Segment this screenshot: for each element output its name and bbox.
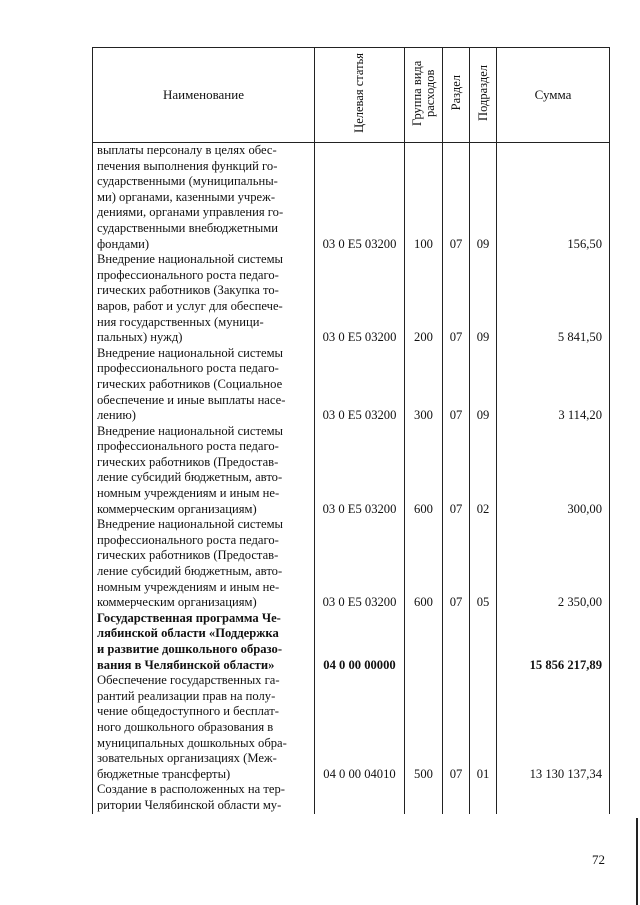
row-section [443, 782, 470, 813]
row-name-line: сударственными (муниципальны- [97, 174, 278, 189]
row-group: 100 [405, 143, 443, 253]
row-section: 07 [443, 424, 470, 518]
row-sum: 2 350,00 [497, 517, 610, 611]
header-target-label: Целевая статья [352, 53, 366, 133]
budget-table [92, 47, 610, 814]
row-section: 07 [443, 517, 470, 611]
row-name-line: муниципальных дошкольных обра- [97, 735, 287, 750]
row-sum: 5 841,50 [497, 252, 610, 346]
row-name-line: Внедрение национальной системы [97, 423, 284, 438]
row-name-line: сударственными внебюджетными [97, 220, 278, 235]
row-section: 07 [443, 143, 470, 253]
row-name-line: бюджетные трансферты) [97, 766, 231, 781]
header-section-label: Раздел [448, 75, 463, 111]
row-name-line: лению) [97, 408, 136, 423]
header-section [443, 48, 470, 143]
row-name-line: гических работников (Социальное [97, 376, 283, 391]
page-edge-line [636, 818, 638, 905]
header-name: Наименование [93, 48, 315, 143]
row-subsection: 09 [470, 252, 497, 346]
table-row [93, 346, 610, 424]
row-group: 600 [405, 517, 443, 611]
row-name-line: Обеспечение государственных га- [97, 673, 280, 688]
row-name-line: и развитие дошкольного образо- [97, 642, 283, 656]
row-name-line: Внедрение национальной системы [97, 252, 284, 267]
row-target: 04 0 00 04010 [315, 673, 405, 782]
table-body [93, 143, 610, 814]
row-name-line: печения выполнения функций го- [97, 158, 278, 173]
row-name [93, 611, 315, 673]
row-name-line: гических работников (Предостав- [97, 454, 279, 469]
row-name-line: профессионального роста педаго- [97, 439, 279, 454]
row-target: 03 0 Е5 03200 [315, 252, 405, 346]
row-name-line: рантий реализации прав на полу- [97, 688, 276, 703]
row-sum: 3 114,20 [497, 346, 610, 424]
row-name [93, 424, 315, 518]
header-sum: Сумма [497, 48, 610, 143]
row-sum: 15 856 217,89 [497, 611, 610, 673]
row-name [93, 143, 315, 253]
row-name-line: номным учреждениям и иным не- [97, 579, 280, 594]
row-name [93, 782, 315, 813]
row-subsection: 09 [470, 143, 497, 253]
row-name-line: варов, работ и услуг для обеспече- [97, 298, 283, 313]
row-name-line: ми) органами, казенными учреж- [97, 189, 276, 204]
row-target: 03 0 Е5 03200 [315, 424, 405, 518]
row-name-line: профессионального роста педаго- [97, 267, 279, 282]
row-name-line: гических работников (Закупка то- [97, 283, 279, 298]
row-name [93, 252, 315, 346]
row-name-line: ление субсидий бюджетным, авто- [97, 470, 283, 485]
table-row [93, 782, 610, 813]
row-name-line: ление субсидий бюджетным, авто- [97, 564, 283, 579]
row-name-line: профессионального роста педаго- [97, 361, 279, 376]
row-name-line: выплаты персоналу в целях обес- [97, 143, 277, 157]
row-subsection [470, 611, 497, 673]
row-name-line: пальных) нужд) [97, 330, 183, 345]
row-target: 03 0 Е5 03200 [315, 143, 405, 253]
row-section [443, 611, 470, 673]
row-name [93, 673, 315, 782]
table-row [93, 611, 610, 673]
row-name-line: лябинской области «Поддержка [97, 626, 279, 641]
table-row [93, 673, 610, 782]
row-name-line: Государственная программа Че- [97, 610, 281, 625]
row-name-line: Внедрение национальной системы [97, 345, 284, 360]
row-name-line: чение общедоступного и бесплат- [97, 704, 279, 719]
row-name-line: зовательных организациях (Меж- [97, 751, 277, 766]
table-row [93, 424, 610, 518]
row-name [93, 346, 315, 424]
row-group [405, 782, 443, 813]
row-section: 07 [443, 673, 470, 782]
row-subsection: 02 [470, 424, 497, 518]
row-section: 07 [443, 252, 470, 346]
header-group-label: Группа вида расходов [409, 60, 437, 126]
page-number: 72 [592, 852, 605, 867]
header-target [315, 48, 405, 143]
row-target: 03 0 Е5 03200 [315, 346, 405, 424]
row-section: 07 [443, 346, 470, 424]
row-sum: 300,00 [497, 424, 610, 518]
row-name-line: профессионального роста педаго- [97, 532, 279, 547]
row-name-line: номным учреждениям и иным не- [97, 486, 280, 501]
table-header-row [93, 48, 610, 143]
row-group: 200 [405, 252, 443, 346]
row-target: 03 0 Е5 03200 [315, 517, 405, 611]
row-subsection: 09 [470, 346, 497, 424]
row-sum [497, 782, 610, 813]
table-row [93, 252, 610, 346]
row-target [315, 782, 405, 813]
row-name-line: коммерческим организациям) [97, 595, 257, 610]
row-name [93, 517, 315, 611]
header-group [405, 48, 443, 143]
row-name-line: Внедрение национальной системы [97, 517, 284, 532]
row-name-line: обеспечение и иные выплаты насе- [97, 392, 286, 407]
row-name-line: дениями, органами управления го- [97, 205, 284, 220]
row-name-line: коммерческим организациям) [97, 501, 257, 516]
row-group [405, 611, 443, 673]
row-name-line: вания в Челябинской области» [97, 657, 275, 672]
row-subsection: 01 [470, 673, 497, 782]
row-group: 300 [405, 346, 443, 424]
row-name-line: гических работников (Предостав- [97, 548, 279, 563]
row-sum: 13 130 137,34 [497, 673, 610, 782]
row-target: 04 0 00 00000 [315, 611, 405, 673]
row-name-line: ритории Челябинской области му- [97, 797, 282, 812]
row-group: 600 [405, 424, 443, 518]
row-name-line: ния государственных (муници- [97, 314, 264, 329]
row-group: 500 [405, 673, 443, 782]
row-name-line: Создание в расположенных на тер- [97, 782, 285, 797]
row-sum: 156,50 [497, 143, 610, 253]
table-row [93, 517, 610, 611]
table-row [93, 143, 610, 253]
row-name-line: фондами) [97, 236, 150, 251]
header-subsection [470, 48, 497, 143]
row-name-line: ного дошкольного образования в [97, 719, 274, 734]
row-subsection [470, 782, 497, 813]
row-subsection: 05 [470, 517, 497, 611]
header-subsection-label: Подраздел [475, 65, 490, 121]
